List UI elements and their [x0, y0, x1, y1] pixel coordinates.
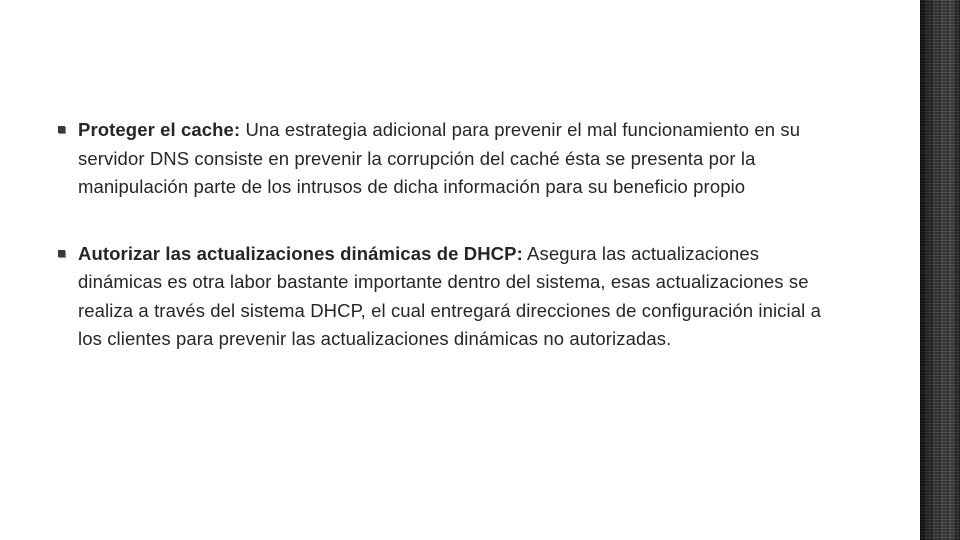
- bullet-text: Una estrategia adicional para prevenir el mal funcionamiento en su servidor DNS consiste en prevenir la corrupción del caché ésta se presenta por la manipulación parte de los intrusos de dicha información para su beneficio propio: [78, 119, 801, 197]
- bullet-title: Autorizar las actualizaciones dinámicas de DHCP:: [78, 242, 523, 264]
- bullet-title: Proteger el cache:: [78, 119, 241, 140]
- bullet-item-protect-cache: [58, 116, 848, 202]
- decorative-side-stripe: [920, 0, 960, 540]
- bullet-item-dhcp-updates: [58, 240, 848, 354]
- square-bullet-icon: [58, 126, 65, 133]
- square-bullet-icon: [58, 250, 65, 257]
- bullet-text: Asegura las actualizaciones dinámicas es otra labor bastante importante dentro del sistema, esas actualizaciones se realiza a través del sistema DHCP, el cual entregará direcciones de configuración inicial a los clientes para prevenir las actualizaciones dinámicas no autorizadas.: [78, 242, 821, 349]
- bullet-list: [58, 116, 848, 354]
